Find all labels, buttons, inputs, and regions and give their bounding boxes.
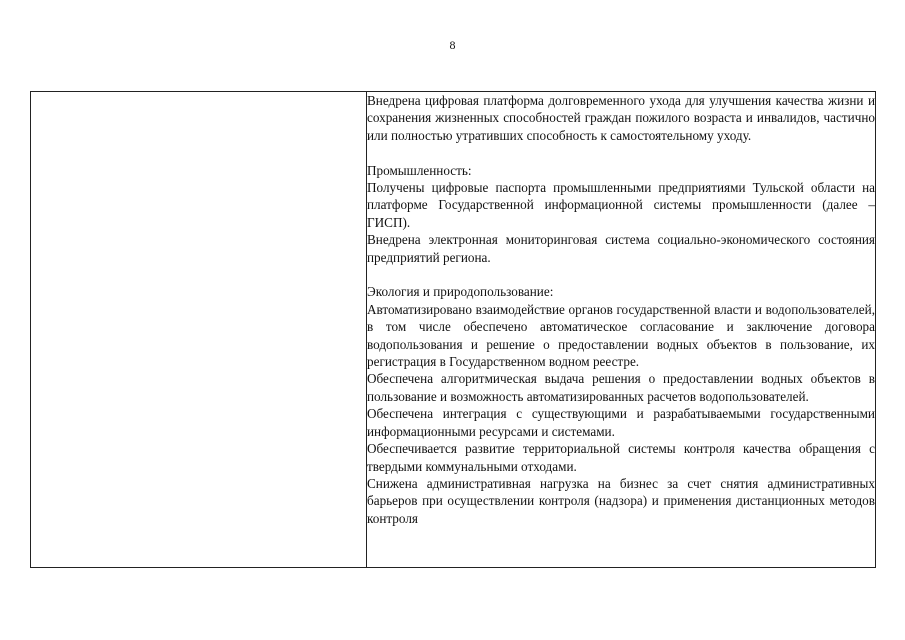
table-row (31, 92, 876, 568)
intro-paragraph: Внедрена цифровая платформа долговременного ухода для улучшения качества жизни и сохранения жизненных способностей граждан пожилого возраста и инвалидов, частично или полностью утративших способность к самостоятельному уходу. (367, 93, 875, 143)
industry-item: Получены цифровые паспорта промышленными предприятиями Тульской области на платформе Государственной информационной системы промышленности (далее – ГИСП). (367, 180, 875, 230)
table-cell-left (31, 92, 367, 568)
content-table (30, 91, 876, 568)
paragraph-gap (367, 266, 875, 283)
section-heading-industry: Промышленность: (367, 162, 472, 178)
page-number: 8 (449, 38, 456, 52)
ecology-item: Обеспечена алгоритмическая выдача решения о предоставлении водных объектов в пользование и возможность автоматизированных расчетов водопользователей. (367, 371, 875, 404)
ecology-item: Обеспечена интеграция с существующими и разрабатываемыми государственными информационными ресурсами и системами. (367, 406, 875, 439)
ecology-item: Снижена административная нагрузка на бизнес за счет снятия административных барьеров при осуществлении контроля (надзора) и применения дистанционных методов контроля (367, 475, 875, 526)
ecology-item: Обеспечивается развитие территориальной системы контроля качества обращения с твердыми коммунальными отходами. (367, 441, 875, 474)
ecology-item: Автоматизировано взаимодействие органов государственной власти и водопользователей, в том числе обеспечено автоматическое согласование и заключение договора водопользования и решение о предоставлении водных объектов в пользование, их регистрация в Государственном водном реестре. (367, 301, 875, 370)
section-heading-ecology: Экология и природопользование: (367, 284, 554, 300)
table-cell-right (367, 92, 876, 568)
industry-item: Внедрена электронная мониторинговая система социально-экономического состояния предприятий региона. (367, 232, 875, 265)
paragraph-gap (367, 144, 875, 161)
